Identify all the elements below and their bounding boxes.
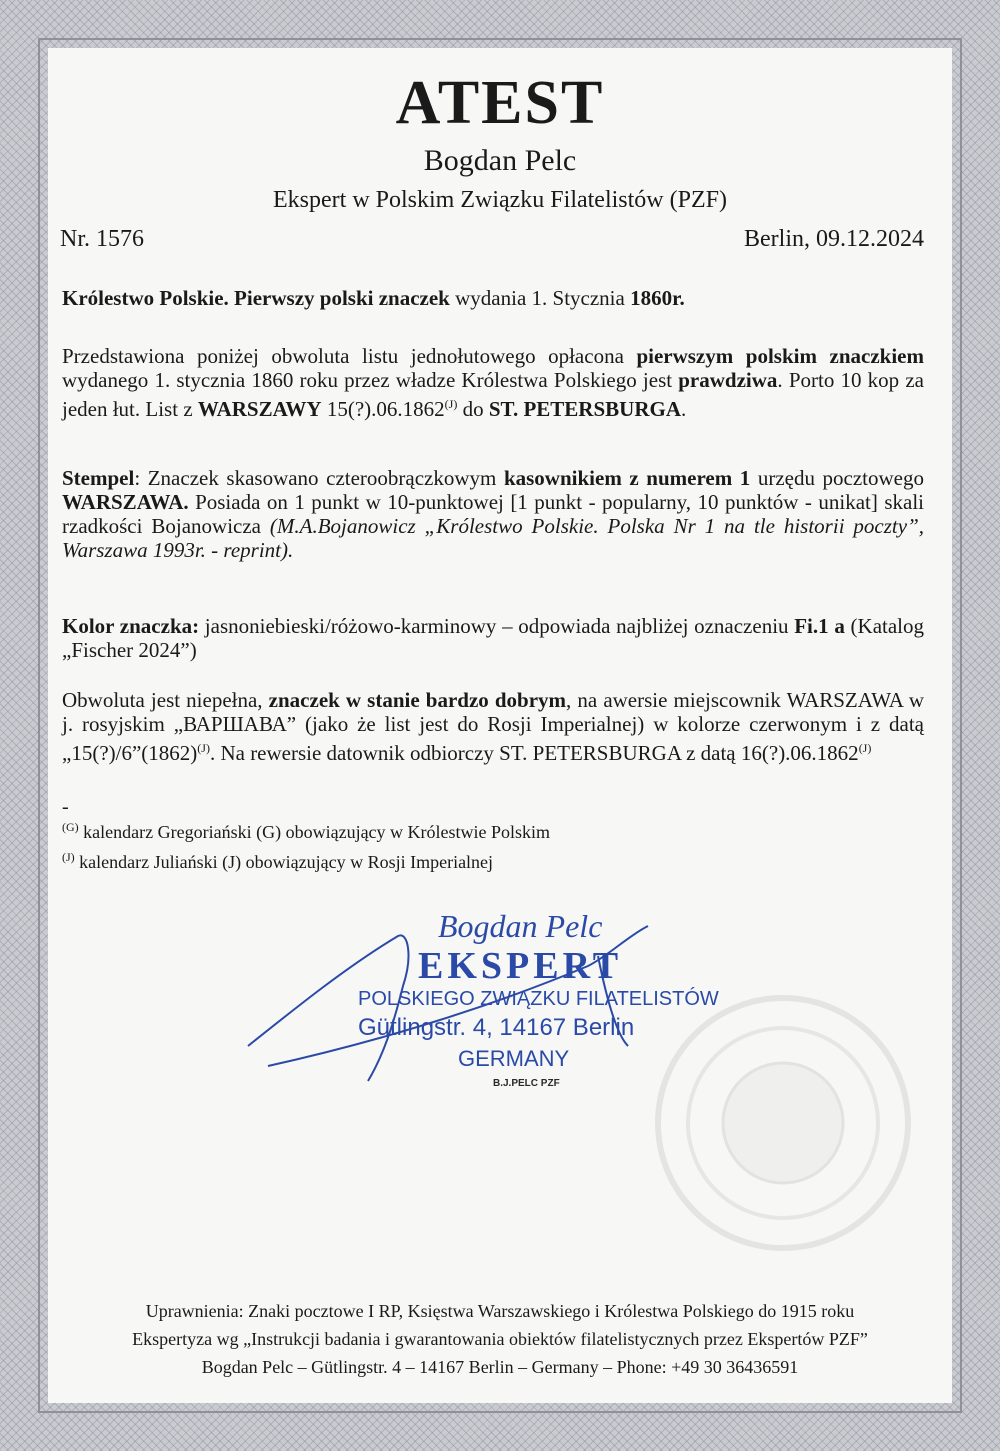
stamp-small: B.J.PELC PZF [493, 1078, 560, 1089]
certificate-page [48, 48, 952, 1403]
paragraph-color: Kolor znaczka: jasnoniebieski/różowo-karminowy – odpowiada najbliżej oznaczeniu Fi.1 a (Katalog „Fischer 2024”) [62, 614, 924, 662]
stamp-title: EKSPERT [418, 945, 623, 987]
footer-line-3: Bogdan Pelc – Gütlingstr. 4 – 14167 Berlin – Germany – Phone: +49 30 36436591 [201, 1357, 799, 1377]
stamp-org: POLSKIEGO ZWIĄZKU FILATELISTÓW [358, 988, 719, 1010]
expert-stamp [208, 896, 768, 1106]
paragraph-condition: Obwoluta jest niepełna, znaczek w stanie bardzo dobrym, na awersie miejscownik WARSZAWA w j. rosyjskim „ВАРШАВА” (jako że list jest do Rosji Imperialnej) w kolorze czerwonym i z datą $„15(?)/6”(1862)^{(J)}$. Na rewersie datownik odbiorczy ST. PETERSBURGA z datą $16(?).06.1862^{(J)}$ [62, 688, 924, 765]
stamp-name: Bogdan Pelc [438, 908, 603, 944]
expert-name: Bogdan Pelc [423, 144, 577, 177]
stamp-address: Gütlingstr. 4, 14167 Berlin [358, 1014, 635, 1041]
expert-affiliation: Ekspert w Polskim Związku Filatelistów (PZF) [273, 187, 727, 213]
place-date: Berlin, 09.12.2024 [744, 226, 924, 252]
footnote-julian: $^{(J)}$ kalendarz Juliański (J) obowiązujący w Rosji Imperialnej [62, 850, 494, 872]
paragraph-postmark: Stempel: Znaczek skasowano czteroobrączkowym kasownikiem z numerem 1 urzędu pocztowego WARSZAWA. Posiada on 1 punkt w 10-punktowej [1 punkt - popularny, 10 punktów - unikat] skali rzadkości Bojanowicza (M.A.Bojanowicz „Królestwo Polskie. Polska Nr 1 na tle historii poczty”, Warszawa 1993r. - reprint). [62, 466, 925, 562]
stamp-country: GERMANY [458, 1046, 570, 1071]
certificate-title: ATEST [395, 69, 605, 137]
footnote-gregorian: $^{(G)}$ kalendarz Gregoriański (G) obowiązujący w Królestwie Polskim [62, 820, 551, 842]
paragraph-description: Przedstawiona poniżej obwoluta listu jednołutowego opłacona pierwszym polskim znaczkiem wydanego 1. stycznia 1860 roku przez władze Królestwa Polskiego jest prawdziwa. Porto 10 kop za jeden łut. List z WARSZAWY $15(?).06.1862^{(J)}$ do ST. PETERSBURGA. [62, 344, 924, 421]
footer-line-2: Ekspertyza wg „Instrukcji badania i gwarantowania obiektów filatelistycznych przez Ekspertów PZF” [132, 1329, 868, 1349]
footer [48, 1297, 952, 1381]
footer-line-1: Uprawnienia: Znaki pocztowe I RP, Księstwa Warszawskiego i Królestwa Polskiego do 1915 roku [145, 1301, 855, 1321]
paragraph-subject: Królestwo Polskie. Pierwszy polski znaczek wydania 1. Stycznia 1860r. [62, 286, 685, 310]
separator-dash: - [62, 796, 69, 818]
certificate-number: Nr. 1576 [60, 226, 144, 252]
